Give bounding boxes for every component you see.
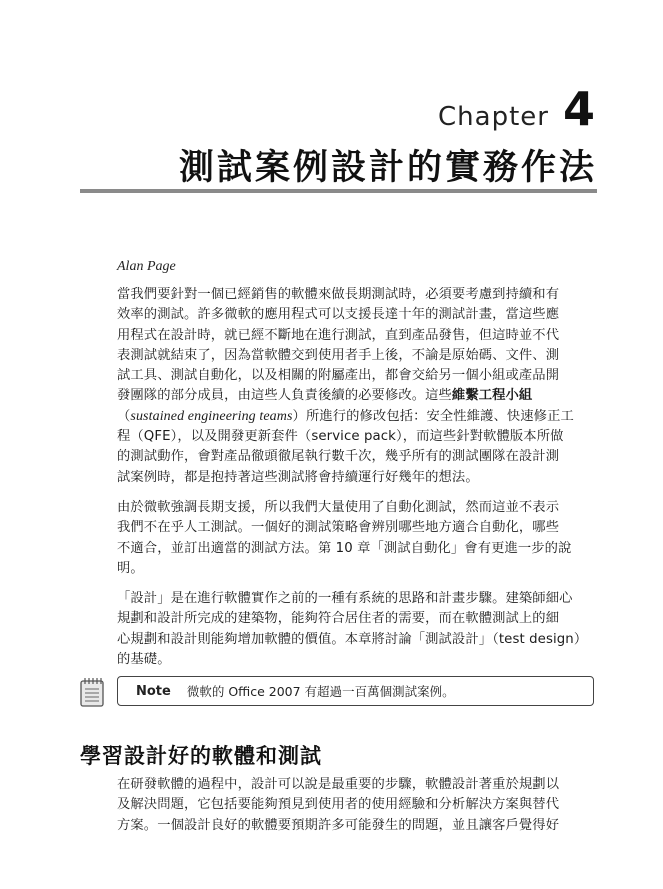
text-line: 表測試就結束了，因為當軟體交到使用者手上後，不論是原始碼、文件、測 [117,347,560,363]
text-line: 試案例時，都是抱持著這些測試將會持續運行好幾年的想法。 [117,469,479,485]
text-line: 在研發軟體的過程中，設計可以說是最重要的步驟，軟體設計著重於規劃以 [117,777,560,792]
text-line: 我們不在乎人工測試。一個好的測試策略會辨別哪些地方適合自動化，哪些 [117,520,560,536]
note-text: 微軟的 Office 2007 有超過一百萬個測試案例。 [186,684,455,699]
paragraph-2 [117,498,597,579]
text-line: 規劃和設計所完成的建築物，能夠符合居住者的需要，而在軟體測試上的細 [117,611,560,627]
text-line: 由於微軟強調長期支援，所以我們大量使用了自動化測試，然而這並不表示 [117,499,560,515]
text-line: 的基礎。 [117,652,171,668]
paragraph-3 [117,589,597,670]
text-line: 當我們要針對一個已經銷售的軟體來做長期測試時，必須要考慮到持續和有 [117,287,560,302]
text-line: 方案。一個設計良好的軟體要預期許多可能發生的問題，並且讓客戶覺得好 [117,817,560,833]
section-body [117,775,597,846]
text-line: 「設計」是在進行軟體實作之前的一種有系統的思路和計畫步驟。建築師細心 [117,591,573,607]
text-fragment: 發團隊的部分成員，由這些人負責後續的必要修改。這些 [117,388,452,404]
notepad-icon [79,676,105,708]
text-line: 程（QFE），以及開發更新套件（service pack），而這些針對軟體版本所做 [117,429,564,445]
chapter-header [438,82,595,136]
term-emphasis: 維繫工程小組 [451,388,533,404]
term-english: sustained engineering teams [130,408,293,424]
chapter-word: Chapter [438,102,549,132]
section-paragraph [117,775,597,836]
text-line: 及解決問題，它包括要能夠預見到使用者的使用經驗和分析解決方案與替代 [117,797,560,813]
chapter-number: 4 [562,82,595,136]
text-line [117,386,597,406]
text-fragment: 所進行的修改包括：安全性維護、快速修正工 [305,408,574,424]
title-rule [80,189,597,193]
note-callout [117,676,594,706]
text-line: 試工具、測試自動化，以及相關的附屬產出，都會交給另一個小組或產品開 [117,368,560,384]
text-line: 用程式在設計時，就已經不斷地在進行測試，直到產品發售，但這時並不代 [117,327,560,343]
author-name: Alan Page [117,259,176,274]
text-line: （sustained engineering teams）所進行的修改包括：安全性維護、快速修正工 [117,408,574,424]
text-line: 明。 [117,560,144,576]
section-heading: 學習設計好的軟體和測試 [80,744,322,768]
chapter-title: 測試案例設計的實務作法 [178,147,597,188]
note-label: Note [136,683,171,699]
text-line: 的測試動作，會對產品徹頭徹尾執行數千次，幾乎所有的測試團隊在設計測 [117,449,560,465]
text-line: 不適合，並訂出適當的測試方法。第 10 章「測試自動化」會有更進一步的說 [117,540,572,556]
text-line: 效率的測試。許多微軟的應用程式可以支援長達十年的測試計畫，當這些應 [117,307,560,323]
paragraph-1 [117,285,597,488]
text-line: 心規劃和設計則能夠增加軟體的價值。本章將討論「測試設計」（test design） [117,631,588,647]
body-text [117,285,597,680]
